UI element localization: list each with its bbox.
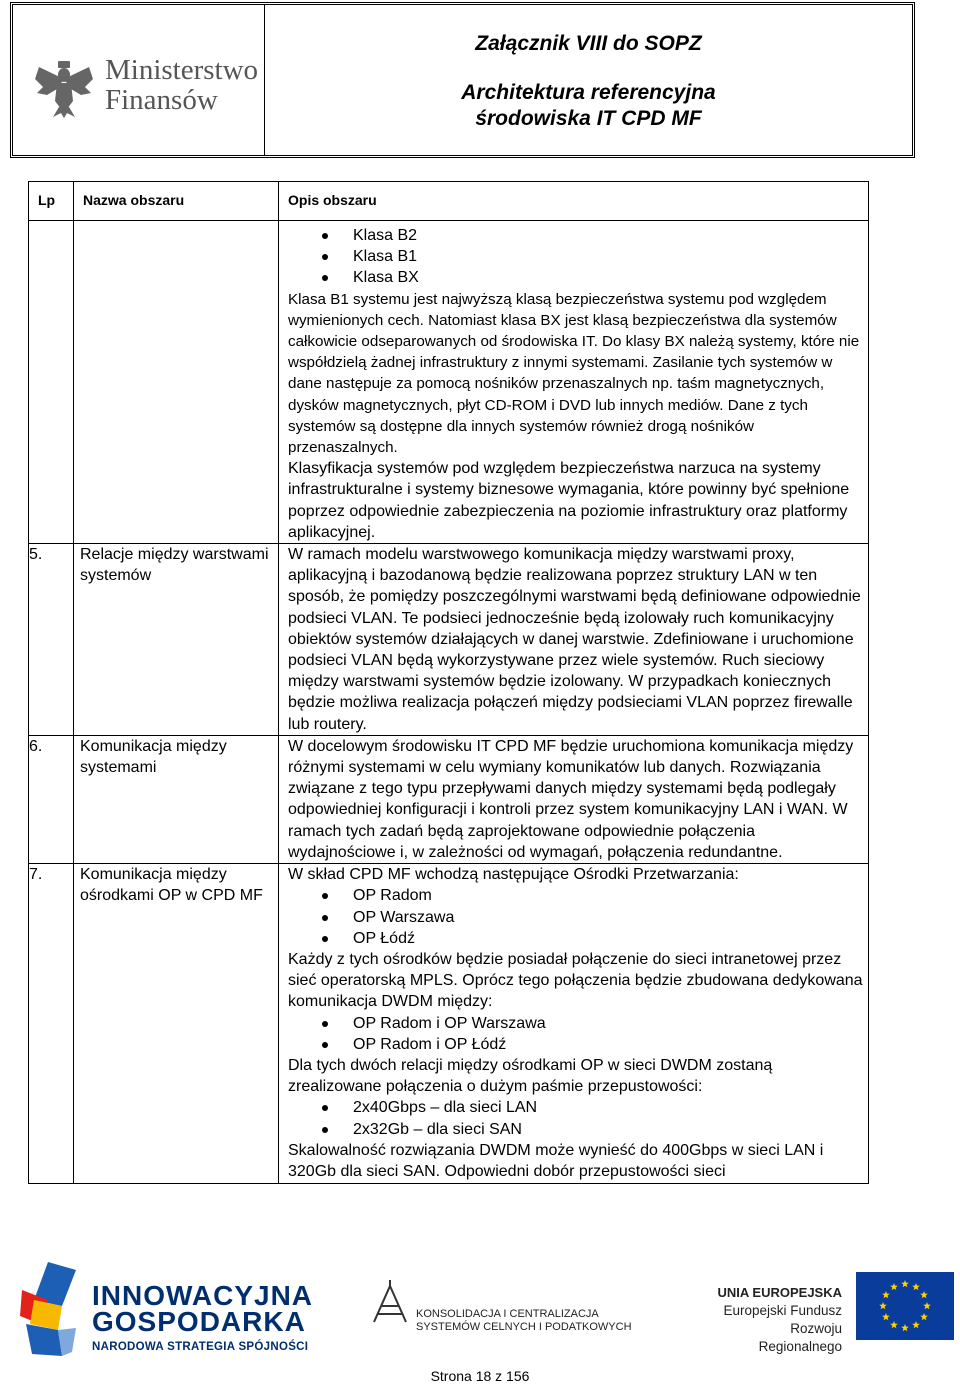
paragraph: W skład CPD MF wchodzą następujące Ośrodki Przetwarzania: bbox=[288, 866, 739, 884]
ig-line2: GOSPODARKA bbox=[92, 1306, 306, 1337]
row-number: 7. bbox=[29, 866, 43, 884]
eu-fund-text bbox=[712, 1284, 842, 1356]
desc-cell bbox=[279, 221, 869, 544]
ue-line1: UNIA EUROPEJSKA bbox=[717, 1285, 842, 1300]
lp-cell bbox=[29, 221, 74, 544]
table-row bbox=[29, 544, 869, 736]
list-item: Klasa B2 bbox=[288, 225, 864, 246]
ig-line1: INNOWACYJNA bbox=[92, 1280, 314, 1311]
links-list bbox=[288, 1013, 864, 1055]
eagle-emblem-icon bbox=[33, 57, 95, 119]
list-item: OP Radom i OP Warszawa bbox=[288, 1013, 864, 1034]
bandwidth-list bbox=[288, 1097, 864, 1139]
innowacyjna-gospodarka-text bbox=[92, 1280, 314, 1355]
header-lp: Lp bbox=[29, 182, 74, 221]
konsolidacja-logo-icon bbox=[368, 1278, 412, 1330]
header-area-description: Opis obszaru bbox=[279, 182, 869, 221]
table-row-continued bbox=[29, 221, 869, 544]
paragraph: Każdy z tych ośrodków będzie posiadał połączenie do sieci intranetowej przez sieć operatorską MPLS. Oprócz tego połączenia będzie zbudowana dedykowana komunikacja DWDM między: bbox=[288, 950, 863, 1011]
lp-cell bbox=[29, 864, 74, 1184]
area-description: W docelowym środowisku IT CPD MF będzie uruchomiona komunikacja między różnymi systemami w celu wymiany komunikatów lub danych. Rozwiązania związane z tego typu przepływami danych między systemami będą podlegały odpowiedniej konfiguracji i kontroli przez system komunikacyjny LAN i WAN. W ramach tych zadań będą zaprojektowane odpowiednie połączenia wydajnościowe i, w zależności od wymagań, połączenia redundantne. bbox=[279, 735, 869, 863]
area-name: Komunikacja między ośrodkami OP w CPD MF bbox=[74, 864, 279, 1184]
konsolidacja-text bbox=[416, 1308, 632, 1334]
ministry-logo bbox=[13, 5, 265, 155]
title-line2: Architektura referencyjna bbox=[461, 81, 716, 104]
row-number: 5. bbox=[29, 546, 43, 564]
paragraph: Dla tych dwóch relacji między ośrodkami OP w sieci DWDM zostaną zrealizowane połączenia o dużym paśmie przepustowości: bbox=[288, 1056, 773, 1096]
ig-line3: NARODOWA STRATEGIA SPÓJNOŚCI bbox=[92, 1341, 309, 1353]
ue-line3: Rozwoju Regionalnego bbox=[758, 1321, 842, 1354]
list-item: OP Radom bbox=[288, 885, 864, 906]
ministry-name-line1: Ministerstwo bbox=[105, 54, 259, 86]
row-number: 6. bbox=[29, 737, 43, 755]
lp-cell bbox=[29, 735, 74, 863]
header-area-name: Nazwa obszaru bbox=[74, 182, 279, 221]
list-item: 2x40Gbps – dla sieci LAN bbox=[288, 1097, 864, 1118]
centers-list bbox=[288, 885, 864, 949]
innowacyjna-gospodarka-logo-icon bbox=[18, 1260, 78, 1358]
area-description: W ramach modelu warstwowego komunikacja między warstwami proxy, aplikacyjną i bazodanową będzie realizowana poprzez struktury LAN w ten sposób, że pomiędzy poszczególnymi warstwami będą definiowane odpowiednie podsieci VLAN. Te podsieci jednocześnie będą izolowały ruch komunikacyjny obiektów systemów działających w danej warstwie. Zdefiniowane i uruchomione podsieci VLAN będą wykorzystywane przez wiele systemów. Ruch sieciowy między warstwami systemów będzie izolowany. W przypadkach koniecznych będzie możliwa realizacja połączeń między podsieciami VLAN poprzez firewalle lub routery. bbox=[279, 544, 869, 736]
table-header-row bbox=[29, 182, 869, 221]
kc-line1: KONSOLIDACJA I CENTRALIZACJA bbox=[416, 1308, 599, 1320]
area-description bbox=[279, 864, 869, 1184]
eu-flag-icon bbox=[856, 1272, 954, 1340]
area-name: Relacje między warstwami systemów bbox=[74, 544, 279, 736]
table-row bbox=[29, 735, 869, 863]
kc-line2: SYSTEMÓW CELNYCH I PODATKOWYCH bbox=[416, 1321, 632, 1333]
lp-cell bbox=[29, 544, 74, 736]
ministry-name bbox=[105, 55, 258, 115]
list-item: 2x32Gb – dla sieci SAN bbox=[288, 1119, 864, 1140]
document-header bbox=[10, 2, 915, 158]
table-row bbox=[29, 864, 869, 1184]
list-item: Klasa BX bbox=[288, 267, 864, 288]
list-item: OP Warszawa bbox=[288, 907, 864, 928]
list-item: OP Radom i OP Łódź bbox=[288, 1034, 864, 1055]
title-line3: środowiska IT CPD MF bbox=[475, 107, 702, 130]
class-list bbox=[288, 225, 864, 289]
name-cell bbox=[74, 221, 279, 544]
list-item: Klasa B1 bbox=[288, 246, 864, 267]
area-name: Komunikacja między systemami bbox=[74, 735, 279, 863]
page-number: Strona 18 z 156 bbox=[430, 1368, 530, 1384]
ue-line2: Europejski Fundusz bbox=[723, 1303, 842, 1318]
title-line1: Załącznik VIII do SOPZ bbox=[475, 32, 702, 55]
list-item: OP Łódź bbox=[288, 928, 864, 949]
paragraph: Klasyfikacja systemów pod względem bezpieczeństwa narzuca na systemy infrastrukturalne i systemy biznesowe wymagania, które powinny być spełnione poprzez odpowiednie zabezpieczenia na poziomie infrastruktury oraz platformy aplikacyjnej. bbox=[288, 460, 850, 541]
ministry-name-line2: Finansów bbox=[105, 84, 218, 116]
paragraph: Skalowalność rozwiązania DWDM może wynieść do 400Gbps w sieci LAN i 320Gb dla sieci SAN. Odpowiedni dobór przepustowości sieci bbox=[288, 1141, 824, 1180]
paragraph: Klasa B1 systemu jest najwyższą klasą bezpieczeństwa systemu pod względem wymienionych cech. Natomiast klasa BX jest klasą bezpieczeństwa dla systemów całkowicie odseparowanych od środowiska IT. Do klasy BX należą systemy, które nie współdzielą żadnej infrastruktury z innymi systemami. Zasilanie tych systemów w dane następuje za pomocą nośników przenaszalnych np. taśm magnetycznych, dysków magnetycznych, płyt CD-ROM i DVD lub innych mediów. Dane z tych systemów są dostępne dla innych systemów również drogą nośników przenaszalnych. bbox=[288, 290, 860, 457]
document-title bbox=[265, 31, 912, 132]
areas-table bbox=[28, 181, 869, 1184]
